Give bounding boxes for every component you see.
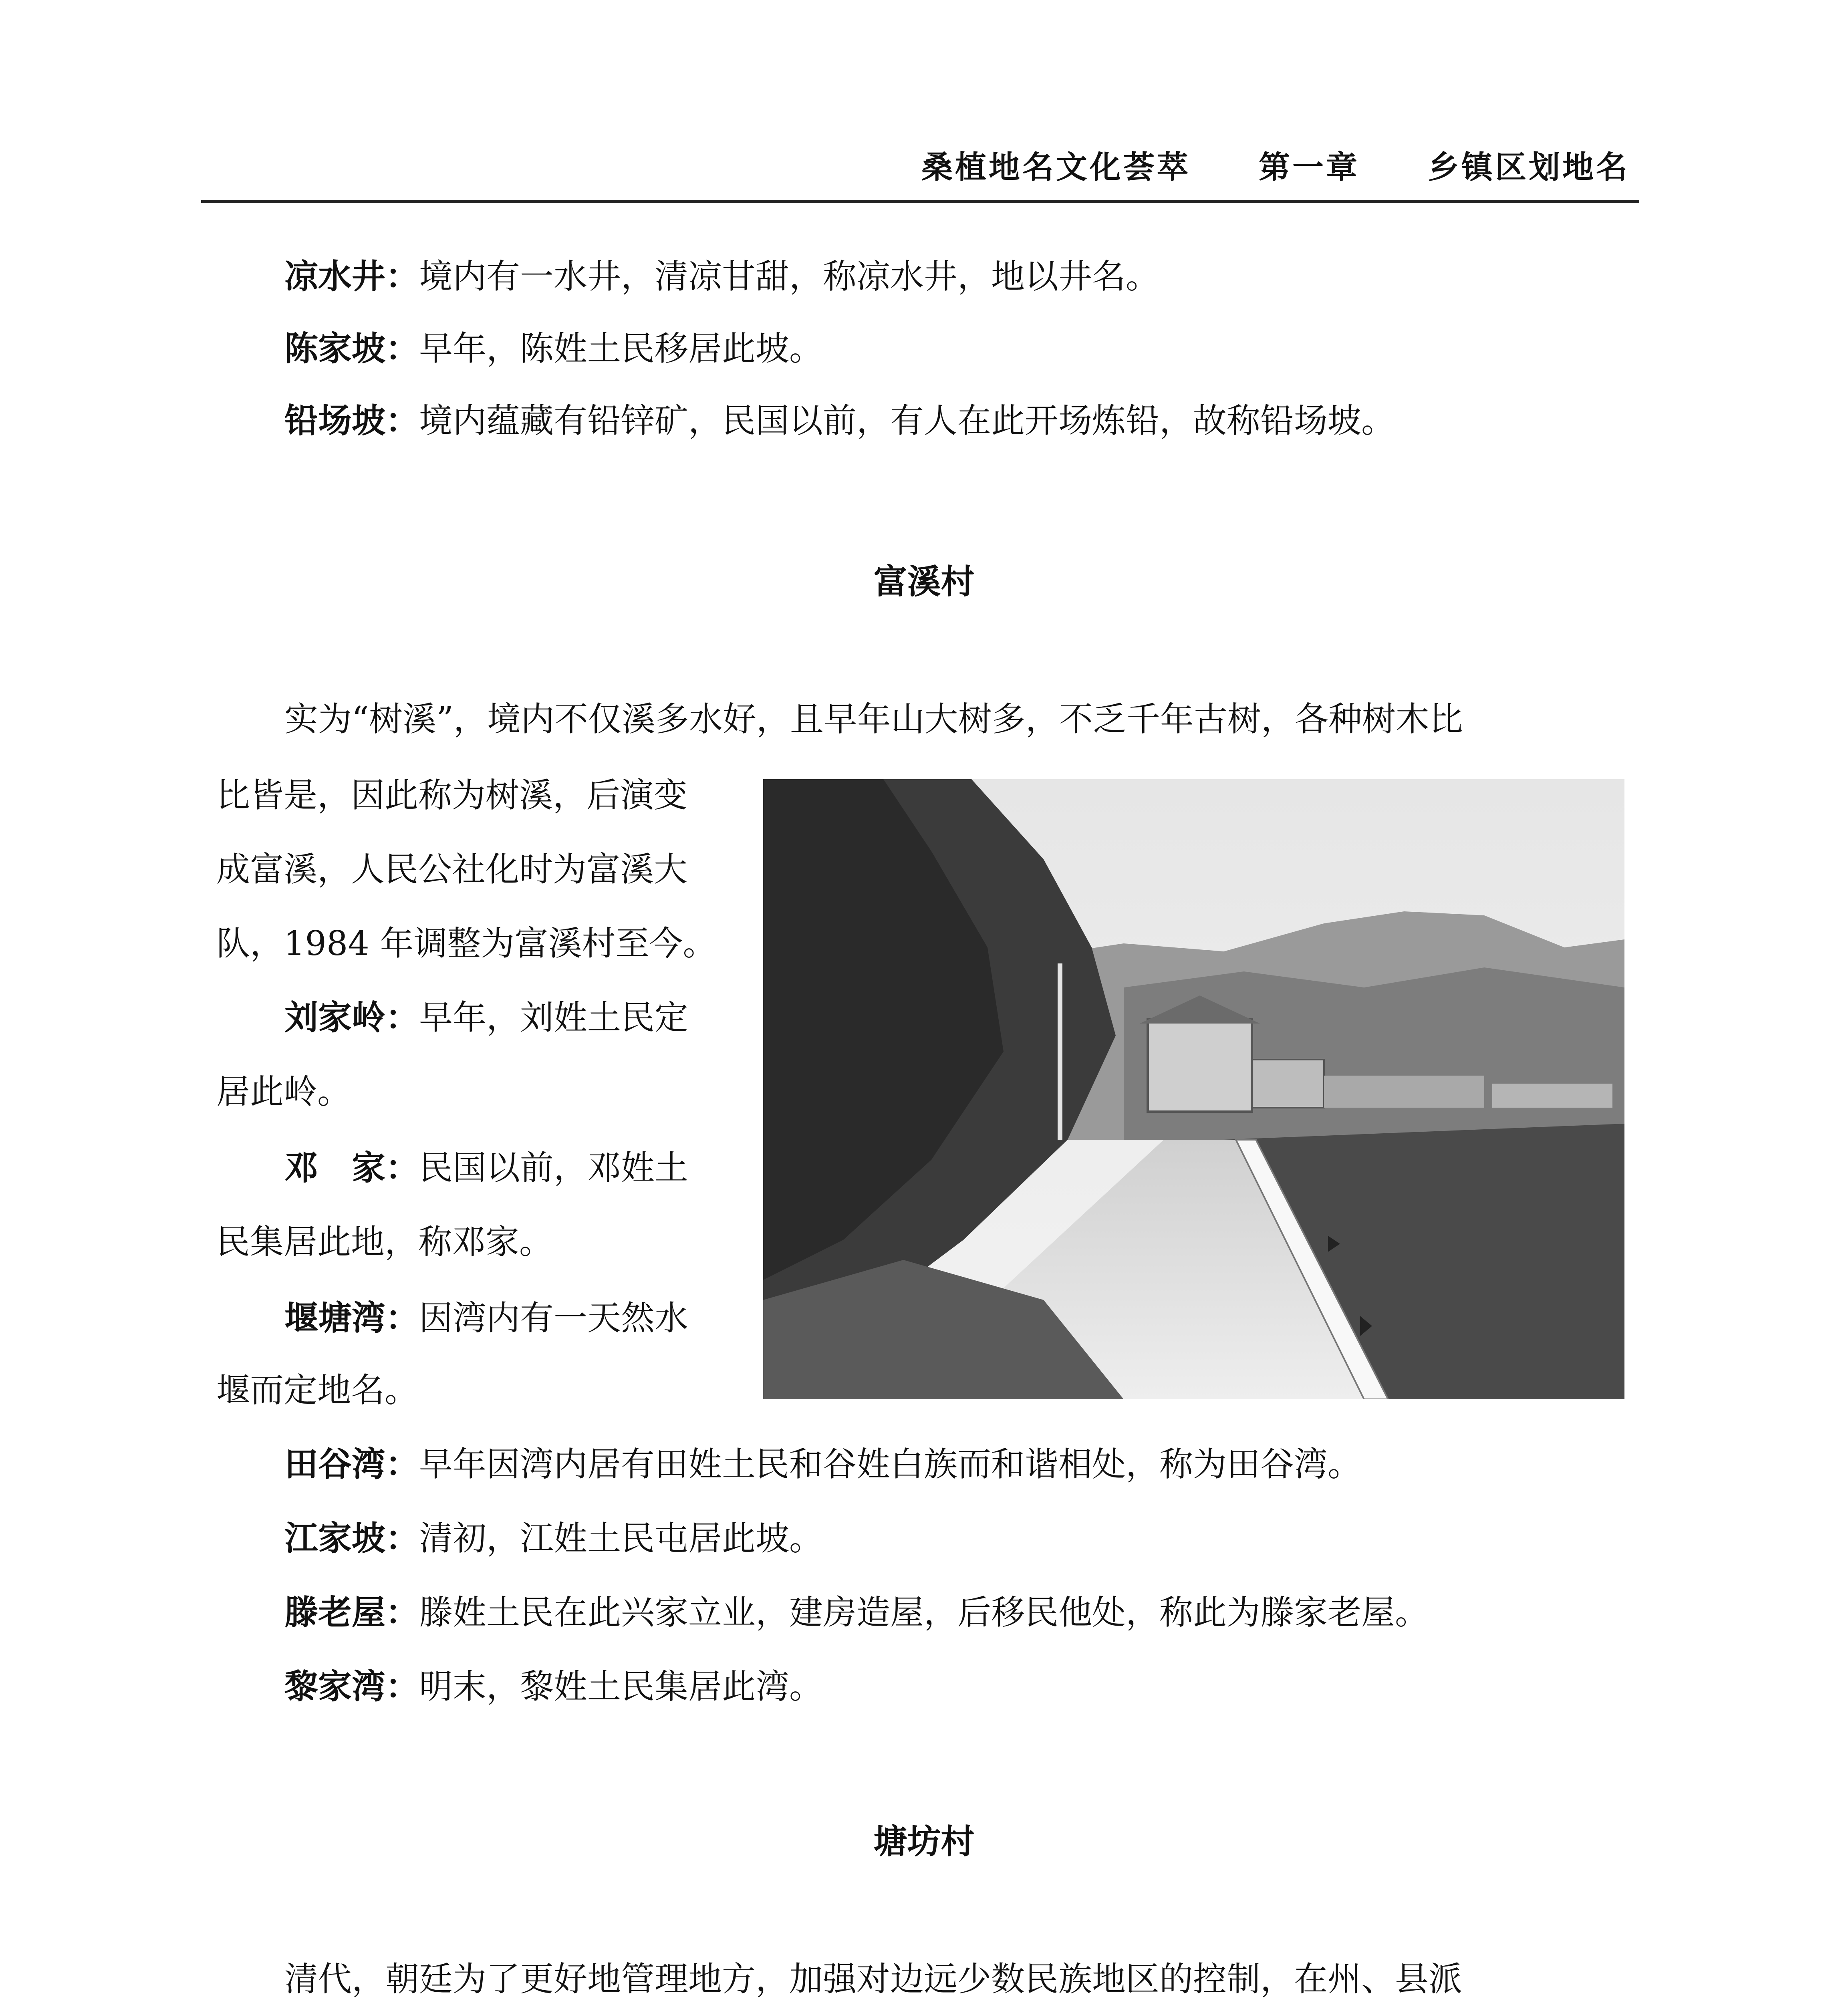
entry-term: 滕老屋： xyxy=(284,1593,419,1632)
header-section: 乡镇区划地名 xyxy=(1427,149,1630,185)
entry-jiangjiapo xyxy=(284,1518,823,1558)
entry-term: 铅场坡： xyxy=(284,401,419,440)
entry-lijiawan xyxy=(284,1666,823,1707)
entry-liangshuijing xyxy=(284,256,1159,296)
entry-yantangwan-cont: 堰而定地名。 xyxy=(216,1370,419,1410)
entry-liujialing-cont: 居此岭。 xyxy=(216,1072,351,1111)
intro-line-1: 实为“树溪”，境内不仅溪多水好，且早年山大树多，不乏千年古树，各种树木比 xyxy=(284,699,1463,739)
entry-term: 陈家坡： xyxy=(284,329,419,368)
running-header xyxy=(921,142,1630,187)
intro-line-3: 成富溪，人民公社化时为富溪大 xyxy=(216,850,688,889)
entry-term: 邓 家： xyxy=(284,1148,419,1187)
header-rule xyxy=(201,200,1639,203)
entry-term: 凉水井： xyxy=(284,257,419,296)
entry-dengjia-cont: 民集居此地，称邓家。 xyxy=(216,1222,553,1261)
entry-term: 堰塘湾： xyxy=(284,1298,419,1338)
entry-tianguwan xyxy=(284,1444,1361,1484)
entry-tenglaowu xyxy=(284,1592,1429,1632)
entry-text: 境内有一水井，清凉甘甜，称凉水井，地以井名。 xyxy=(419,257,1160,296)
section-title-fuxicun: 富溪村 xyxy=(873,562,975,601)
intro-line-4: 队，1984 年调整为富溪村至今。 xyxy=(216,924,717,963)
landscape-image xyxy=(763,779,1624,1399)
header-book-title: 桑植地名文化荟萃 xyxy=(921,149,1191,185)
entry-qianchangpo xyxy=(284,401,1395,441)
para-line-1: 清代，朝廷为了更好地管理地方，加强对边远少数民族地区的控制，在州、县派 xyxy=(284,1959,1463,1999)
entry-text: 清初，江姓土民屯居此坡。 xyxy=(419,1519,823,1558)
entry-text: 明末，黎姓土民集居此湾。 xyxy=(419,1667,823,1706)
entry-term: 刘家岭： xyxy=(284,998,419,1037)
entry-term: 黎家湾： xyxy=(284,1667,419,1706)
entry-text: 早年因湾内居有田姓土民和谷姓白族而和谐相处，称为田谷湾。 xyxy=(419,1445,1362,1484)
entry-liujialing xyxy=(284,997,688,1038)
entry-term: 江家坡： xyxy=(284,1519,419,1558)
entry-chenjiapo xyxy=(284,328,823,369)
village-road-photo xyxy=(763,779,1624,1399)
entry-text: 滕姓土民在此兴家立业，建房造屋，后移民他处，称此为滕家老屋。 xyxy=(419,1593,1429,1632)
intro-line-2: 比皆是，因此称为树溪，后演变 xyxy=(216,776,688,815)
entry-text: 民国以前，邓姓土 xyxy=(419,1148,689,1187)
entry-text: 境内蕴藏有铅锌矿，民国以前，有人在此开场炼铅，故称铅场坡。 xyxy=(419,401,1395,440)
entry-term: 田谷湾： xyxy=(284,1445,419,1484)
header-chapter: 第一章 xyxy=(1258,149,1360,185)
entry-yantangwan xyxy=(284,1298,688,1338)
section-title-tangfangcun: 塘坊村 xyxy=(873,1822,975,1861)
entry-text: 因湾内有一天然水 xyxy=(419,1298,689,1338)
entry-text: 早年，陈姓土民移居此坡。 xyxy=(419,329,823,368)
entry-dengjia xyxy=(284,1148,688,1188)
entry-text: 早年，刘姓土民定 xyxy=(419,998,689,1037)
